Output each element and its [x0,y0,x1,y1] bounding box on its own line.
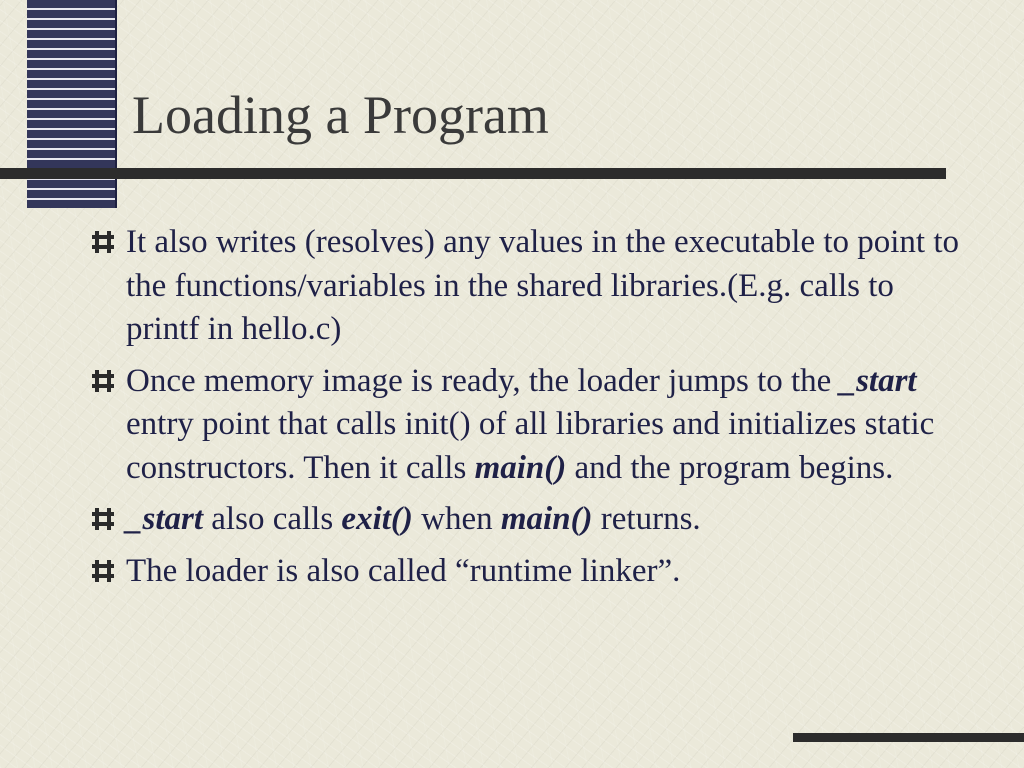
bullet-text [126,501,701,537]
bullet-list [92,221,972,601]
bullet-text-segment: Once memory image is ready, the loader jumps to the [126,362,840,399]
bullet-item [92,360,972,491]
emphasis-exit: exit() [341,501,413,537]
slide-title: Loading a Program [132,85,549,145]
bullet-text [126,363,934,486]
bullet-text [126,553,680,589]
emphasis-start: _start [839,362,917,399]
hash-square-bullet-icon [92,231,114,253]
title-rule [0,168,946,179]
footer-rule [793,733,1024,742]
hash-square-bullet-icon [92,560,114,582]
bullet-text-segment: when [412,501,501,537]
bullet-item [92,498,972,542]
bullet-text-segment: and the program begins. [566,449,894,486]
emphasis-main: main() [500,501,593,537]
bullet-item [92,221,972,352]
bullet-text-segment: entry point that calls init() of all libraries and initializes static constructors. Then it calls [126,406,935,486]
bullet-item [92,550,972,594]
bullet-text-segment: also calls [203,501,342,537]
bullet-text [126,224,959,347]
bullet-text-segment: It also writes (resolves) any values in the executable to point to the functions/variables in the shared libraries.(E.g. calls to printf in hello.c) [126,224,960,347]
emphasis-main: main() [474,449,567,486]
emphasis-start: _start [126,501,204,537]
hash-square-bullet-icon [92,508,114,530]
hash-square-bullet-icon [92,370,114,392]
bullet-text-segment: returns. [592,501,701,537]
bullet-text-segment: The loader is also called “runtime linker”. [126,552,681,589]
